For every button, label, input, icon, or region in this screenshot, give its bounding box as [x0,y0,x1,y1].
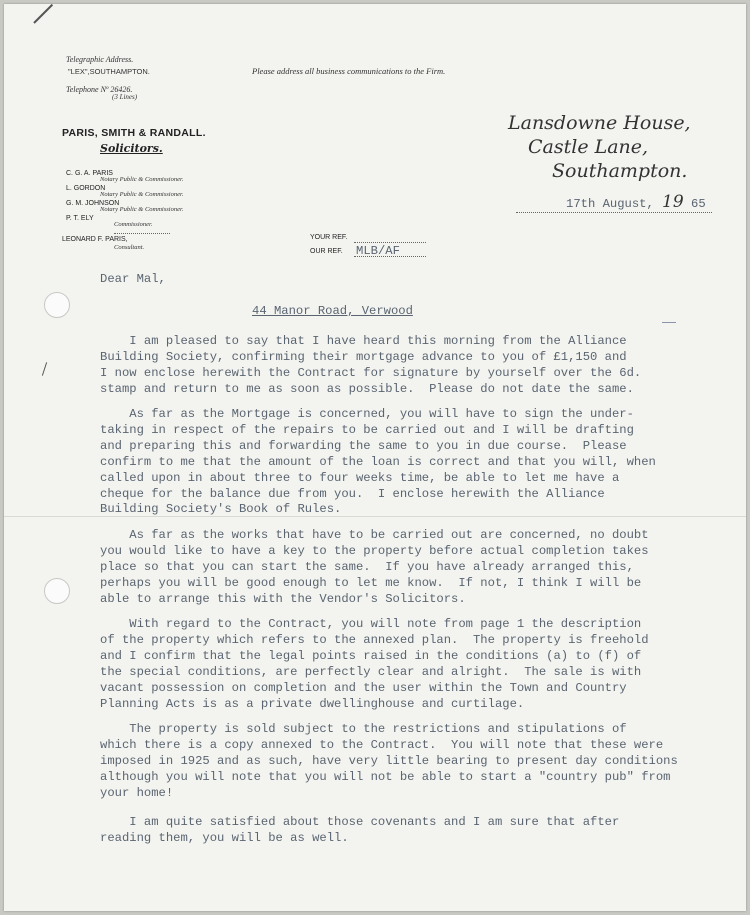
pencil-mark [662,322,676,323]
pencil-mark [42,362,47,376]
partner-role: Notary Public & Commissioner. [100,191,184,198]
punch-hole [44,292,70,318]
consultant-role: Consultant. [114,244,145,251]
letter-line: although you will note that you will not be able to start a "country pub" from [100,769,671,784]
our-ref-line [354,256,426,257]
address-line-3: Southampton. [552,160,688,182]
partner-name: G. M. JOHNSON [66,200,120,207]
partner-list-rule [114,233,170,234]
our-ref-value: MLB/AF [356,244,400,258]
letter-line: As far as the Mortgage is concerned, you will have to sign the under- [100,407,634,421]
subject-line: 44 Manor Road, Verwood [252,304,413,318]
letter-line: As far as the works that have to be carried out are concerned, no doubt [100,528,649,542]
letter-line: With regard to the Contract, you will note from page 1 the description [100,617,642,631]
date-day-month: 17th August, [566,197,654,211]
consultant-name: LEONARD F. PARIS, [62,236,128,243]
letter-line: reading them, you will be as well. [100,830,349,845]
letter-line: you would like to have a key to the property before actual completion takes [100,543,649,558]
address-line-2: Castle Lane, [528,136,649,158]
letter-line: taking in respect of the repairs to be carried out and I will be drafting [100,422,634,437]
letter-line: which there is a copy annexed to the Contract. You will note that these were [100,737,664,752]
our-ref-label: OUR REF. [310,248,343,255]
address-line-1: Lansdowne House, [508,112,691,134]
pencil-mark [33,4,53,24]
partner-name: P. T. ELY [66,215,94,222]
telegraphic-address-value: "LEX",SOUTHAMPTON. [68,67,150,76]
letter-sheet [4,4,746,911]
letter-line: I now enclose herewith the Contract for signature by yourself over the 6d. [100,365,642,380]
letter-line: The property is sold subject to the restrictions and stipulations of [100,722,627,736]
letter-line: place so that you can start the same. If you have already arranged this, [100,559,634,574]
letter-paragraph [100,815,619,847]
partner-role: Notary Public & Commissioner. [100,176,184,183]
letter-line: I am pleased to say that I have heard this morning from the Alliance [100,334,627,348]
date-year: 65 [691,197,706,211]
letter-line: your home! [100,785,174,800]
partner-role: Commissioner. [114,221,153,228]
partner-name: C. G. A. PARIS [66,170,113,177]
letter-line: Building Society, confirming their mortgage advance to you of £1,150 and [100,349,627,364]
letter-line: confirm to me that the amount of the loan is correct and that you will, when [100,454,656,469]
letter-line: of the property which refers to the annexed plan. The property is freehold [100,632,649,647]
your-ref-label: YOUR REF. [310,234,348,241]
letter-paragraph [100,722,678,802]
date-underline [516,212,712,213]
letter-line: stamp and return to me as soon as possible. Please do not date the same. [100,381,634,396]
letter-line: imposed in 1925 and as such, have very little bearing to present day conditions [100,753,678,768]
letter-paragraph [100,407,656,518]
letter-line: and I confirm that the legal points raised in the conditions (a) to (f) of [100,648,642,663]
letter-line: vacant possession on completion and the user within the Town and Country [100,680,627,695]
punch-hole [44,578,70,604]
business-instruction: Please address all business communications to the Firm. [252,66,446,76]
telephone-number: Telephone Nº 26426. [66,85,133,94]
letter-paragraph [100,617,649,712]
letter-line: Planning Acts is as a private dwellinghouse and curtilage. [100,696,525,711]
letter-line: and preparing this and forwarding the same to you in due course. Please [100,438,627,453]
partner-name: L. GORDON [66,185,106,192]
salutation: Dear Mal, [100,272,166,286]
letter-line: Building Society's Book of Rules. [100,502,342,517]
telegraphic-address-label: Telegraphic Address. [66,55,134,64]
partner-role: Notary Public & Commissioner. [100,206,184,213]
letter-paragraph [100,334,641,398]
letter-line: perhaps you will be good enough to let me know. If not, I think I will be [100,575,642,590]
firm-name: PARIS, SMITH & RANDALL. [62,127,206,139]
letter-line: called upon in about three to four weeks time, be able to let me have a [100,470,620,485]
date-century: 19 [662,192,684,212]
letter-paragraph [100,528,649,608]
firm-type: Solicitors. [100,142,163,155]
telephone-lines: (3 Lines) [112,93,138,101]
letter-line: cheque for the balance due from you. I enclose herewith the Alliance [100,486,605,501]
letter-line: I am quite satisfied about those covenants and I am sure that after [100,815,620,829]
letter-line: the special conditions, are perfectly clear and alright. The sale is with [100,664,642,679]
letter-line: able to arrange this with the Vendor's Solicitors. [100,591,466,606]
your-ref-line [354,242,426,243]
